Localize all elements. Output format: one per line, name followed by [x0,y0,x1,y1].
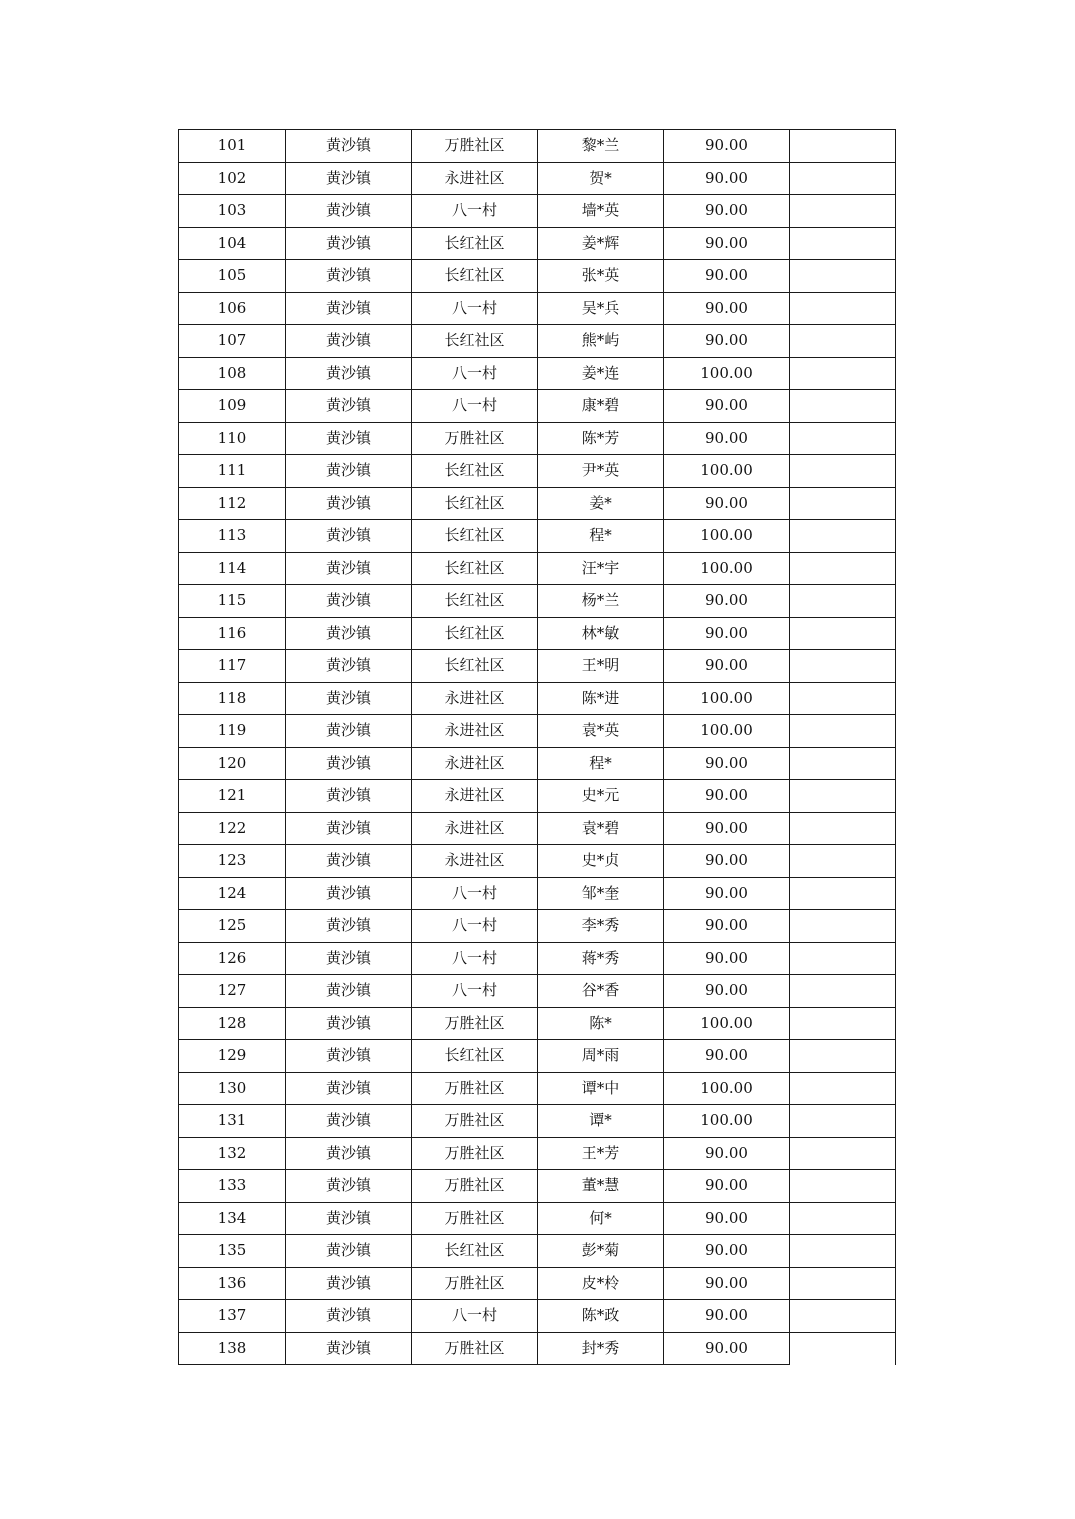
note-cell [790,1332,896,1365]
table-row [179,780,896,813]
note-cell [790,877,896,910]
note-cell [790,227,896,260]
serial-number-cell: 115 [179,585,286,618]
person-name-cell: 彭*菊 [538,1235,664,1268]
table-row [179,682,896,715]
note-cell [790,357,896,390]
village-cell: 万胜社区 [412,1105,538,1138]
town-cell: 黄沙镇 [286,975,412,1008]
table-row [179,195,896,228]
village-cell: 长红社区 [412,325,538,358]
note-cell [790,487,896,520]
person-name-cell: 王*芳 [538,1137,664,1170]
village-cell: 八一村 [412,877,538,910]
person-name-cell: 谷*香 [538,975,664,1008]
town-cell: 黄沙镇 [286,1202,412,1235]
person-name-cell: 杨*兰 [538,585,664,618]
village-cell: 长红社区 [412,1235,538,1268]
amount-cell: 90.00 [664,227,790,260]
table-row [179,617,896,650]
amount-cell: 90.00 [664,1300,790,1333]
village-cell: 长红社区 [412,455,538,488]
village-cell: 八一村 [412,1300,538,1333]
town-cell: 黄沙镇 [286,455,412,488]
serial-number-cell: 120 [179,747,286,780]
village-cell: 长红社区 [412,487,538,520]
note-cell [790,390,896,423]
table-row [179,975,896,1008]
serial-number-cell: 134 [179,1202,286,1235]
person-name-cell: 蒋*秀 [538,942,664,975]
amount-cell: 100.00 [664,552,790,585]
person-name-cell: 陈*政 [538,1300,664,1333]
amount-cell: 90.00 [664,617,790,650]
note-cell [790,292,896,325]
person-name-cell: 邹*奎 [538,877,664,910]
note-cell [790,812,896,845]
town-cell: 黄沙镇 [286,422,412,455]
person-name-cell: 周*雨 [538,1040,664,1073]
person-name-cell: 李*秀 [538,910,664,943]
person-name-cell: 袁*碧 [538,812,664,845]
person-name-cell: 林*敏 [538,617,664,650]
village-cell: 永进社区 [412,162,538,195]
amount-cell: 90.00 [664,130,790,163]
village-cell: 永进社区 [412,715,538,748]
table-row [179,1137,896,1170]
village-cell: 八一村 [412,292,538,325]
table-row [179,585,896,618]
town-cell: 黄沙镇 [286,130,412,163]
town-cell: 黄沙镇 [286,715,412,748]
village-cell: 万胜社区 [412,1072,538,1105]
amount-cell: 90.00 [664,1235,790,1268]
town-cell: 黄沙镇 [286,162,412,195]
amount-cell: 90.00 [664,1202,790,1235]
serial-number-cell: 125 [179,910,286,943]
serial-number-cell: 121 [179,780,286,813]
note-cell [790,1267,896,1300]
note-cell [790,910,896,943]
serial-number-cell: 106 [179,292,286,325]
note-cell [790,715,896,748]
table-row [179,715,896,748]
serial-number-cell: 107 [179,325,286,358]
village-cell: 长红社区 [412,260,538,293]
town-cell: 黄沙镇 [286,747,412,780]
person-name-cell: 何* [538,1202,664,1235]
table-row [179,1300,896,1333]
person-name-cell: 尹*英 [538,455,664,488]
village-cell: 长红社区 [412,520,538,553]
town-cell: 黄沙镇 [286,1072,412,1105]
serial-number-cell: 101 [179,130,286,163]
town-cell: 黄沙镇 [286,1105,412,1138]
person-name-cell: 姜* [538,487,664,520]
town-cell: 黄沙镇 [286,617,412,650]
town-cell: 黄沙镇 [286,682,412,715]
table-row [179,292,896,325]
note-cell [790,942,896,975]
person-name-cell: 谭*中 [538,1072,664,1105]
serial-number-cell: 138 [179,1332,286,1365]
village-cell: 长红社区 [412,650,538,683]
town-cell: 黄沙镇 [286,292,412,325]
roster-table [178,129,896,1365]
town-cell: 黄沙镇 [286,812,412,845]
note-cell [790,455,896,488]
table-row [179,1332,896,1365]
town-cell: 黄沙镇 [286,650,412,683]
village-cell: 万胜社区 [412,422,538,455]
amount-cell: 90.00 [664,292,790,325]
table-row [179,455,896,488]
serial-number-cell: 128 [179,1007,286,1040]
village-cell: 长红社区 [412,552,538,585]
amount-cell: 90.00 [664,1332,790,1365]
note-cell [790,1235,896,1268]
note-cell [790,1105,896,1138]
town-cell: 黄沙镇 [286,1007,412,1040]
village-cell: 万胜社区 [412,1170,538,1203]
village-cell: 长红社区 [412,585,538,618]
serial-number-cell: 119 [179,715,286,748]
village-cell: 八一村 [412,910,538,943]
table-row [179,812,896,845]
village-cell: 万胜社区 [412,1332,538,1365]
table-row [179,845,896,878]
town-cell: 黄沙镇 [286,1332,412,1365]
village-cell: 永进社区 [412,845,538,878]
amount-cell: 90.00 [664,585,790,618]
amount-cell: 90.00 [664,942,790,975]
person-name-cell: 王*明 [538,650,664,683]
person-name-cell: 熊*屿 [538,325,664,358]
town-cell: 黄沙镇 [286,487,412,520]
note-cell [790,1170,896,1203]
amount-cell: 90.00 [664,390,790,423]
amount-cell: 90.00 [664,845,790,878]
table-row [179,520,896,553]
person-name-cell: 董*慧 [538,1170,664,1203]
amount-cell: 90.00 [664,650,790,683]
town-cell: 黄沙镇 [286,520,412,553]
town-cell: 黄沙镇 [286,1040,412,1073]
person-name-cell: 程* [538,520,664,553]
village-cell: 万胜社区 [412,1267,538,1300]
village-cell: 永进社区 [412,812,538,845]
note-cell [790,552,896,585]
village-cell: 永进社区 [412,780,538,813]
person-name-cell: 张*英 [538,260,664,293]
note-cell [790,585,896,618]
village-cell: 八一村 [412,975,538,1008]
town-cell: 黄沙镇 [286,260,412,293]
person-name-cell: 陈* [538,1007,664,1040]
note-cell [790,845,896,878]
person-name-cell: 史*贞 [538,845,664,878]
serial-number-cell: 135 [179,1235,286,1268]
village-cell: 长红社区 [412,617,538,650]
village-cell: 八一村 [412,942,538,975]
table-row [179,1267,896,1300]
amount-cell: 100.00 [664,682,790,715]
serial-number-cell: 103 [179,195,286,228]
amount-cell: 90.00 [664,1040,790,1073]
table-row [179,1007,896,1040]
person-name-cell: 贺* [538,162,664,195]
note-cell [790,617,896,650]
amount-cell: 100.00 [664,1072,790,1105]
person-name-cell: 黎*兰 [538,130,664,163]
person-name-cell: 封*秀 [538,1332,664,1365]
serial-number-cell: 129 [179,1040,286,1073]
note-cell [790,780,896,813]
serial-number-cell: 118 [179,682,286,715]
table-row [179,650,896,683]
note-cell [790,260,896,293]
table-row [179,1105,896,1138]
table-row [179,942,896,975]
amount-cell: 90.00 [664,487,790,520]
village-cell: 万胜社区 [412,1007,538,1040]
amount-cell: 90.00 [664,1170,790,1203]
serial-number-cell: 108 [179,357,286,390]
serial-number-cell: 112 [179,487,286,520]
person-name-cell: 史*元 [538,780,664,813]
amount-cell: 90.00 [664,910,790,943]
note-cell [790,747,896,780]
note-cell [790,195,896,228]
village-cell: 万胜社区 [412,1202,538,1235]
town-cell: 黄沙镇 [286,1170,412,1203]
village-cell: 长红社区 [412,1040,538,1073]
note-cell [790,130,896,163]
table-row [179,162,896,195]
table-row [179,1235,896,1268]
amount-cell: 100.00 [664,357,790,390]
amount-cell: 90.00 [664,747,790,780]
town-cell: 黄沙镇 [286,845,412,878]
town-cell: 黄沙镇 [286,1137,412,1170]
note-cell [790,162,896,195]
table-row [179,227,896,260]
amount-cell: 90.00 [664,1267,790,1300]
note-cell [790,1007,896,1040]
serial-number-cell: 130 [179,1072,286,1105]
amount-cell: 90.00 [664,780,790,813]
town-cell: 黄沙镇 [286,877,412,910]
town-cell: 黄沙镇 [286,1235,412,1268]
table-row [179,390,896,423]
village-cell: 八一村 [412,195,538,228]
village-cell: 万胜社区 [412,1137,538,1170]
town-cell: 黄沙镇 [286,357,412,390]
serial-number-cell: 126 [179,942,286,975]
note-cell [790,1202,896,1235]
table-row [179,552,896,585]
table-row [179,1072,896,1105]
serial-number-cell: 114 [179,552,286,585]
town-cell: 黄沙镇 [286,552,412,585]
village-cell: 八一村 [412,390,538,423]
town-cell: 黄沙镇 [286,585,412,618]
table-row [179,1040,896,1073]
serial-number-cell: 117 [179,650,286,683]
note-cell [790,325,896,358]
village-cell: 长红社区 [412,227,538,260]
village-cell: 永进社区 [412,682,538,715]
amount-cell: 90.00 [664,422,790,455]
amount-cell: 100.00 [664,1007,790,1040]
table-row [179,422,896,455]
serial-number-cell: 113 [179,520,286,553]
town-cell: 黄沙镇 [286,942,412,975]
table-row [179,877,896,910]
note-cell [790,1137,896,1170]
serial-number-cell: 127 [179,975,286,1008]
serial-number-cell: 105 [179,260,286,293]
person-name-cell: 皮*柃 [538,1267,664,1300]
town-cell: 黄沙镇 [286,325,412,358]
table-row [179,910,896,943]
amount-cell: 90.00 [664,260,790,293]
amount-cell: 90.00 [664,195,790,228]
note-cell [790,1040,896,1073]
village-cell: 永进社区 [412,747,538,780]
person-name-cell: 墙*英 [538,195,664,228]
town-cell: 黄沙镇 [286,780,412,813]
serial-number-cell: 131 [179,1105,286,1138]
town-cell: 黄沙镇 [286,910,412,943]
roster-table-body [179,130,896,1365]
town-cell: 黄沙镇 [286,195,412,228]
serial-number-cell: 136 [179,1267,286,1300]
serial-number-cell: 111 [179,455,286,488]
amount-cell: 90.00 [664,325,790,358]
amount-cell: 100.00 [664,520,790,553]
serial-number-cell: 104 [179,227,286,260]
note-cell [790,422,896,455]
town-cell: 黄沙镇 [286,227,412,260]
person-name-cell: 姜*连 [538,357,664,390]
table-row [179,1170,896,1203]
person-name-cell: 姜*辉 [538,227,664,260]
person-name-cell: 程* [538,747,664,780]
serial-number-cell: 102 [179,162,286,195]
amount-cell: 100.00 [664,1105,790,1138]
table-row [179,357,896,390]
table-row [179,130,896,163]
amount-cell: 90.00 [664,812,790,845]
table-row [179,1202,896,1235]
table-row [179,260,896,293]
note-cell [790,1300,896,1333]
person-name-cell: 康*碧 [538,390,664,423]
serial-number-cell: 132 [179,1137,286,1170]
amount-cell: 90.00 [664,975,790,1008]
note-cell [790,520,896,553]
town-cell: 黄沙镇 [286,390,412,423]
table-row [179,325,896,358]
village-cell: 万胜社区 [412,130,538,163]
amount-cell: 90.00 [664,162,790,195]
amount-cell: 90.00 [664,1137,790,1170]
serial-number-cell: 133 [179,1170,286,1203]
serial-number-cell: 122 [179,812,286,845]
serial-number-cell: 137 [179,1300,286,1333]
serial-number-cell: 123 [179,845,286,878]
note-cell [790,650,896,683]
person-name-cell: 汪*宇 [538,552,664,585]
table-row [179,747,896,780]
town-cell: 黄沙镇 [286,1267,412,1300]
note-cell [790,1072,896,1105]
person-name-cell: 陈*进 [538,682,664,715]
person-name-cell: 袁*英 [538,715,664,748]
person-name-cell: 陈*芳 [538,422,664,455]
note-cell [790,975,896,1008]
serial-number-cell: 116 [179,617,286,650]
serial-number-cell: 124 [179,877,286,910]
amount-cell: 90.00 [664,877,790,910]
table-row [179,487,896,520]
person-name-cell: 吴*兵 [538,292,664,325]
amount-cell: 100.00 [664,455,790,488]
town-cell: 黄沙镇 [286,1300,412,1333]
note-cell [790,682,896,715]
village-cell: 八一村 [412,357,538,390]
serial-number-cell: 110 [179,422,286,455]
amount-cell: 100.00 [664,715,790,748]
serial-number-cell: 109 [179,390,286,423]
person-name-cell: 谭* [538,1105,664,1138]
